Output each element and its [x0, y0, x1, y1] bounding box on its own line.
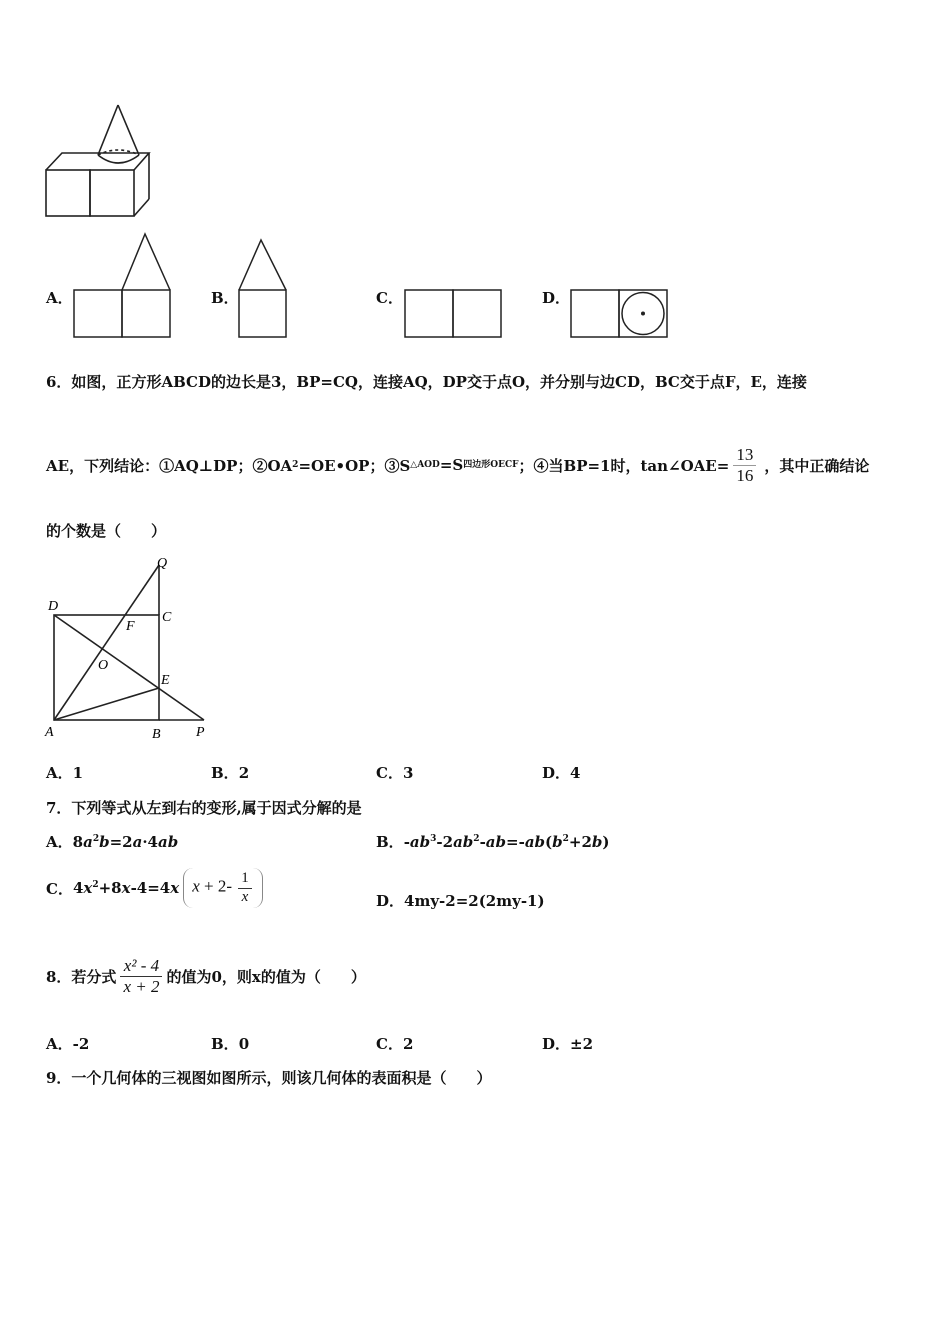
label-c: C	[162, 610, 172, 625]
q6-text-b: =OE•OP；③S	[298, 456, 411, 475]
option-label: D．	[542, 764, 571, 782]
label-b: B	[152, 727, 161, 742]
label-d: D	[48, 599, 59, 614]
option-label: C．	[376, 289, 403, 307]
q5-option-b-figure	[237, 238, 289, 344]
label-o: O	[98, 658, 109, 673]
option-c-frac-den: x	[241, 888, 249, 905]
option-value: 4my-2=2(2my-1)	[404, 892, 545, 910]
q6-stem-line1: 6．如图，正方形ABCD的边长是3，BP=CQ，连接AQ，DP交于点O，并分别与边CD，BC交于点F，E，连接	[46, 373, 807, 391]
q7-option-c[interactable]	[46, 862, 263, 914]
option-label: D．	[542, 289, 571, 307]
option-label: B．	[211, 1035, 239, 1053]
q5-option-a-figure	[73, 232, 173, 344]
q6-text-a: AE，下列结论：①AQ⊥DP；②OA	[46, 456, 293, 475]
q8-fraction	[120, 956, 162, 996]
option-c-plus: + 2-	[199, 876, 232, 896]
option-label: A．	[46, 289, 73, 307]
option-label: A．	[46, 1035, 73, 1053]
q8-option-b[interactable]	[211, 1033, 249, 1054]
q8-stem	[46, 948, 366, 1004]
q6-fraction	[733, 445, 756, 485]
q6-stem-line3: 的个数是（ ）	[46, 522, 167, 540]
option-label: C．	[46, 879, 73, 898]
option-c-expr-left: $4x^2+8x-4=4x$	[72, 879, 180, 897]
q5-option-a[interactable]	[46, 287, 73, 308]
q5-option-b[interactable]	[211, 287, 239, 308]
option-label: C．	[376, 1035, 403, 1053]
q8-text-b: 的值为0，则x的值为（ ）	[166, 967, 366, 986]
option-c-paren	[183, 868, 263, 908]
option-value: 4	[570, 764, 581, 782]
label-q: Q	[157, 556, 168, 571]
q7-option-d[interactable]	[376, 890, 545, 911]
q6-stem-line2: AE，下列结论：①AQ⊥DP；②OA 2 =OE•OP；③S △AOD =S 四边形OECF ；④当BP=1时，tan∠OAE= $\frac{13}{16}$ ，其中正确结论	[46, 444, 870, 485]
label-e: E	[161, 673, 170, 688]
q8-option-a[interactable]	[46, 1033, 89, 1054]
q8-option-c[interactable]	[376, 1033, 413, 1054]
option-label: A．	[46, 833, 73, 851]
option-c-x: x	[192, 876, 200, 896]
q6-option-b[interactable]	[211, 762, 249, 783]
option-value: 1	[72, 764, 84, 782]
option-label: B．	[211, 764, 239, 782]
q6-text-e: ，其中正确结论	[764, 456, 870, 475]
q6-option-d[interactable]	[542, 762, 580, 783]
option-label: A．	[46, 764, 73, 782]
q6-frac-num: 13	[733, 445, 756, 466]
q5-option-c-figure	[404, 289, 504, 345]
q7-stem: 7．下列等式从左到右的变形,属于因式分解的是	[46, 799, 362, 817]
q8-frac-num: x² - 4	[120, 956, 162, 977]
option-label: B．	[211, 289, 239, 307]
q8-text-a: 8．若分式	[46, 967, 117, 986]
option-value: 2	[238, 764, 250, 782]
option-label: D．	[542, 1035, 571, 1053]
option-label: B．	[376, 833, 404, 851]
q6-text-d: ；④当BP=1时，tan∠OAE=	[518, 456, 730, 475]
option-b-expr: $-ab^3-2ab^2-ab=-ab(b^2+2b)$	[403, 833, 610, 851]
option-label: C．	[376, 764, 403, 782]
q5-option-d-figure	[570, 289, 670, 345]
q6-frac-den: 16	[736, 465, 754, 485]
q6-option-a[interactable]	[46, 762, 83, 783]
option-c-fraction	[238, 870, 252, 906]
label-p: P	[196, 725, 205, 740]
q6-geometry-figure	[42, 553, 222, 752]
label-a: A	[45, 725, 54, 740]
q8-frac-den: x + 2	[123, 976, 160, 996]
option-value: ±2	[570, 1035, 594, 1053]
option-value: 0	[238, 1035, 250, 1053]
q6-text-c: =S	[439, 456, 464, 474]
option-value: -2	[72, 1035, 90, 1053]
q8-option-d[interactable]	[542, 1033, 593, 1054]
q5-option-c[interactable]	[376, 287, 403, 308]
option-c-frac-num: 1	[238, 870, 252, 888]
option-value: 3	[402, 764, 414, 782]
option-label: D．	[376, 892, 405, 910]
q9-stem: 9．一个几何体的三视图如图所示，则该几何体的表面积是（ ）	[46, 1069, 492, 1087]
q5-option-d[interactable]	[542, 287, 570, 308]
option-value: 2	[402, 1035, 414, 1053]
q7-option-a[interactable]	[46, 831, 178, 852]
option-a-expr: $8a^2b=2a\cdot 4ab$	[72, 833, 179, 851]
label-f: F	[126, 619, 135, 634]
q6-option-c[interactable]	[376, 762, 413, 783]
q5-solid-figure	[44, 103, 154, 225]
q7-option-b[interactable]	[376, 831, 610, 852]
